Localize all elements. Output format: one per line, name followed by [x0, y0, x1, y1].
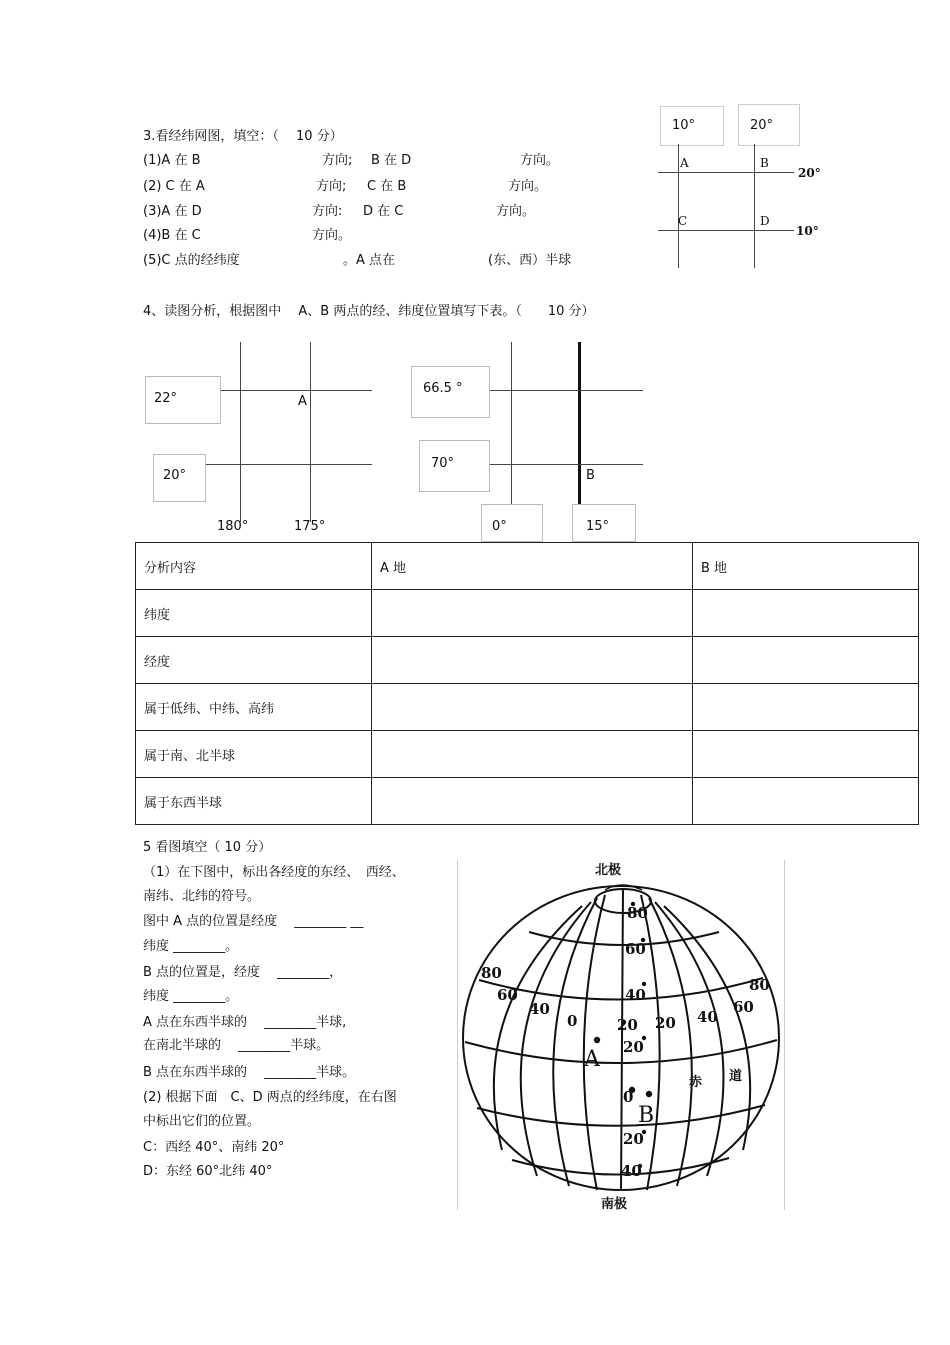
lon-label: 180° [217, 519, 249, 534]
lon-label: 20° [750, 118, 774, 133]
q3-text: 方向。 [312, 228, 352, 243]
q5-line: （1）在下图中，标出各经度的东经、 西经、 [143, 865, 405, 880]
point-label: A [680, 156, 689, 170]
q3-text: 方向。 [496, 204, 536, 219]
point-label: A [298, 394, 307, 409]
lon-label: 20 [617, 1016, 638, 1034]
q5-line: B 点在东西半球的 ________半球。 [143, 1065, 356, 1080]
table-row [136, 637, 919, 684]
q5-line: 纬度 ________。 [143, 989, 239, 1004]
lon-label: 80 [749, 976, 770, 994]
answer-cell-b[interactable] [693, 684, 919, 731]
north-pole-label: 北极 [595, 863, 622, 878]
q5-line: 中标出它们的位置。 [143, 1114, 261, 1129]
q3-text: 方向。 [508, 179, 548, 194]
south-pole-label: 南极 [601, 1197, 628, 1210]
table-header-cell: 分析内容 [136, 543, 372, 590]
row-label: 属于东西半球 [136, 778, 372, 825]
row-label: 经度 [136, 637, 372, 684]
lon-label: 15° [586, 519, 610, 534]
q3-text: B 在 D [371, 153, 412, 168]
table-row [136, 684, 919, 731]
answer-cell-b[interactable] [693, 637, 919, 684]
table-row [136, 590, 919, 637]
row-label: 属于低纬、中纬、高纬 [136, 684, 372, 731]
row-label: 属于南、北半球 [136, 731, 372, 778]
lon-label: 0 [567, 1012, 578, 1030]
q3-text: (3)A 在 D [143, 204, 202, 219]
lat-label: 10° [796, 224, 819, 238]
answer-cell-a[interactable] [372, 684, 693, 731]
lat-label: 66.5 ° [423, 381, 463, 396]
answer-cell-a[interactable] [372, 731, 693, 778]
globe-drawing [457, 860, 785, 1210]
q3-text: 方向: [312, 204, 343, 219]
lon-label: 60 [733, 998, 754, 1016]
point-label: B [586, 468, 595, 483]
q3-text: D 在 C [363, 204, 404, 219]
lon-label: 20 [655, 1014, 676, 1032]
answer-cell-b[interactable] [693, 590, 919, 637]
table-header-cell: A 地 [372, 543, 693, 590]
lat-label: 40 [625, 986, 646, 1004]
q5-line: C：西经 40°、南纬 20° [143, 1140, 285, 1155]
q5-line: (2) 根据下面 C、D 两点的经纬度，在右图 [143, 1090, 397, 1105]
q3-text: (2) C 在 A [143, 179, 205, 194]
equator-label: 道 [729, 1069, 743, 1084]
point-label: D [760, 214, 770, 228]
q5-line: 在南北半球的 ________半球。 [143, 1038, 330, 1053]
q3-text: 方向; [322, 153, 353, 168]
lon-label: 40 [529, 1000, 550, 1018]
q4-right-figure [411, 342, 643, 540]
lat-label: 40 [621, 1162, 642, 1180]
point-a-label: A [584, 1047, 600, 1072]
table-header-row [136, 543, 919, 590]
q5-title: 5 看图填空（ 10 分） [143, 840, 272, 855]
lat-label: 20° [798, 166, 821, 180]
q3-text: 方向。 [520, 153, 560, 168]
q5-line: D：东经 60°北纬 40° [143, 1164, 273, 1179]
q5-line: B 点的位置是，经度 ________， [143, 965, 343, 980]
q3-text: 方向; [316, 179, 347, 194]
lon-label: 60 [497, 986, 518, 1004]
lon-label: 0° [492, 519, 507, 534]
q3-text: (1)A 在 B [143, 153, 201, 168]
q3-title: 3.看经纬网图，填空：（ 10 分） [143, 129, 343, 144]
answer-cell-b[interactable] [693, 778, 919, 825]
globe-figure [457, 860, 785, 1210]
equator-label: 赤 [689, 1075, 703, 1090]
row-label: 纬度 [136, 590, 372, 637]
analysis-table [135, 542, 919, 825]
q3-text: (5)C 点的经纬度 [143, 253, 240, 268]
lat-label: 22° [154, 391, 178, 406]
lat-label: 20 [623, 1130, 644, 1148]
answer-cell-b[interactable] [693, 731, 919, 778]
lat-label: 60 [625, 940, 646, 958]
lat-label: 0 [623, 1088, 634, 1106]
q3-text: 。A 点在 [343, 253, 396, 268]
lon-label: 80 [481, 964, 502, 982]
q3-text: C 在 B [367, 179, 407, 194]
answer-cell-a[interactable] [372, 590, 693, 637]
lon-label: 175° [294, 519, 326, 534]
lat-label: 80 [627, 904, 648, 922]
q5-line: 图中 A 点的位置是经度 ________ __ [143, 914, 364, 929]
point-label: C [678, 214, 688, 228]
answer-cell-a[interactable] [372, 637, 693, 684]
point-label: B [760, 156, 769, 170]
lon-label: 10° [672, 118, 696, 133]
q5-line: A 点在东西半球的 ________半球, [143, 1015, 347, 1030]
q3-grid-figure [658, 104, 826, 268]
table-row [136, 731, 919, 778]
q3-text: (4)B 在 C [143, 228, 201, 243]
point-b-label: B [638, 1103, 655, 1128]
q4-title: 4、读图分析，根据图中 A、B 两点的经、纬度位置填写下表。（ 10 分） [143, 304, 595, 319]
table-row [136, 778, 919, 825]
answer-cell-a[interactable] [372, 778, 693, 825]
q5-line: 南纬、北纬的符号。 [143, 889, 261, 904]
q5-line: 纬度 ________。 [143, 939, 239, 954]
table-header-cell: B 地 [693, 543, 919, 590]
lat-label: 20 [623, 1038, 644, 1056]
lat-label: 70° [431, 456, 455, 471]
q4-left-figure [145, 342, 375, 538]
lat-label: 20° [163, 468, 187, 483]
q3-text: (东、西）半球 [488, 253, 572, 268]
lon-label: 40 [697, 1008, 718, 1026]
